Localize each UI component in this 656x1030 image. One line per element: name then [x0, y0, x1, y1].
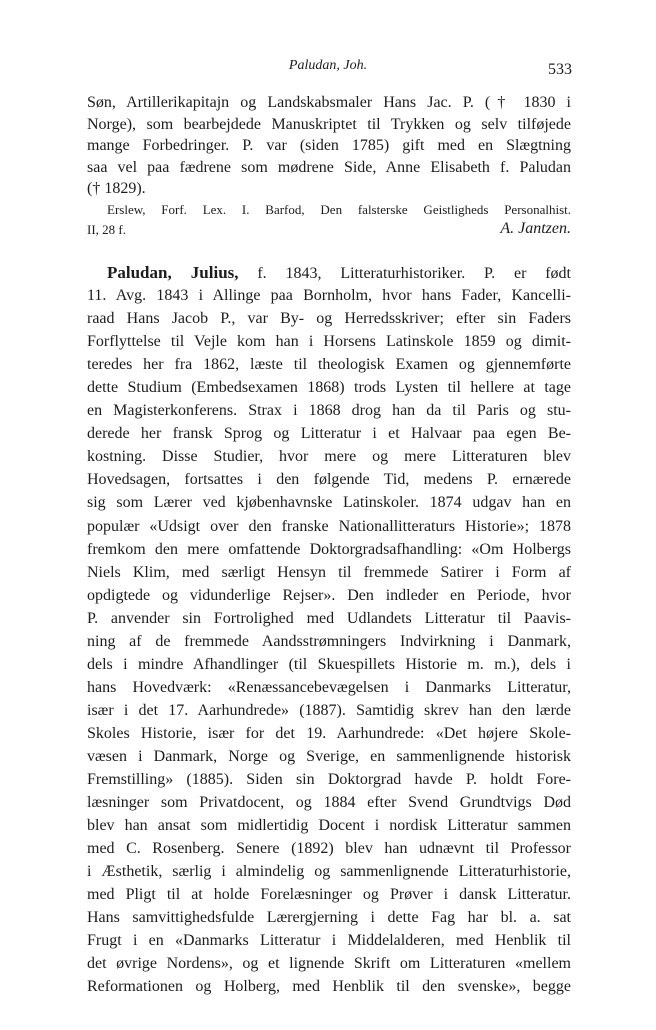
- text-line: P. anvender sin Fortrolighed med Udlandets Litteratur til Paavis-: [87, 609, 571, 627]
- text-line: Reformationen og Holberg, med Henblik til den svenske», begge: [87, 978, 571, 996]
- entry-first-line: [87, 261, 571, 284]
- text-line: teredes her fra 1862, læste til theologisk Examen og gjennemførte: [87, 356, 571, 374]
- text-line: med Pligt til at holde Forelæsninger og Prøver i dansk Litteratur.: [87, 886, 571, 904]
- text-line: dette Studium (Embedsexamen 1868) trods Lysten til hellere at tage: [87, 379, 571, 397]
- sources-note: [87, 200, 571, 240]
- page-number: 533: [548, 61, 572, 78]
- text-line: med C. Rosenberg. Senere (1892) blev han udnævnt til Professor: [87, 840, 571, 858]
- previous-entry-text: [87, 92, 571, 200]
- entry-first-line-text: f. 1843, Litteraturhistoriker. P. er født: [238, 265, 571, 282]
- text-line: Norge), som bearbejdede Manuskriptet til Trykken og selv tilføjede: [87, 115, 571, 133]
- text-line: Fremstilling» (1885). Siden sin Doktorgrad havde P. holdt Fore-: [87, 771, 571, 789]
- text-line: væsen i Danmark, Norge og Sverige, en sammenlignende historisk: [87, 747, 571, 765]
- text-line: saa vel paa fædrene som mødrene Side, Anne Elisabeth f. Paludan: [87, 158, 571, 176]
- entry-paludan-julius: [87, 261, 571, 999]
- text-line: Skoles Historie, især for det 19. Aarhundrede: «Det højere Skole-: [87, 724, 571, 742]
- text-line: Niels Klim, med særligt Hensyn til fremmede Satirer i Form af: [87, 563, 571, 581]
- text-line: († 1829).: [87, 180, 146, 197]
- text-line: hans Hovedværk: «Renæssancebevægelsen i Danmarks Litteratur,: [87, 678, 571, 696]
- text-line: Søn, Artillerikapitajn og Landskabsmaler Hans Jac. P. († 1830 i: [87, 94, 571, 111]
- text-line: Hans samvittighedsfulde Lærergjerning i dette Fag har bl. a. sat: [87, 909, 571, 927]
- text-line: det øvrige Nordens», og et lignende Skrift om Litteraturen «mellem: [87, 955, 571, 973]
- text-line: populær «Udsigt over den franske Nationallitteraturs Historie»; 1878: [87, 517, 571, 535]
- source-line: II, 28 f.: [87, 222, 126, 237]
- text-line: dels i mindre Afhandlinger (til Skuespillets Historie m. m.), dels i: [87, 655, 571, 673]
- text-line: kostning. Disse Studier, hvor mere og mere Litteraturen blev: [87, 448, 571, 466]
- text-line: Frugt i en «Danmarks Litteratur i Middelalderen, med Henblik til: [87, 932, 571, 950]
- source-line: Erslew, Forf. Lex. I. Barfod, Den falsterske Geistligheds Personalhist.: [107, 202, 571, 217]
- text-line: blev han ansat som midlertidig Docent i nordisk Litteratur sammen: [87, 817, 571, 835]
- text-line: især i det 17. Aarhundrede» (1887). Samtidig skrev han den lærde: [87, 701, 571, 719]
- text-line: læsninger som Privatdocent, og 1884 efter Svend Grundtvigs Død: [87, 794, 571, 812]
- author-signature: A. Jantzen.: [500, 220, 571, 237]
- text-line: Forflyttelse til Vejle kom han i Horsens Latinskole 1859 og dimit-: [87, 333, 571, 351]
- text-line: fremkom den mere omfattende Doktorgradsafhandling: «Om Holbergs: [87, 540, 571, 558]
- text-line: ning af de fremmede Aandsstrømningers Indvirkning i Danmark,: [87, 632, 571, 650]
- text-line: en Magisterkonferens. Strax i 1868 drog han da til Paris og stu-: [87, 402, 571, 420]
- text-line: i Æsthetik, særlig i almindelig og sammenlignende Litteraturhistorie,: [87, 863, 571, 881]
- text-line: derede her fransk Sprog og Litteratur i et Halvaar paa egen Be-: [87, 425, 571, 443]
- text-line: mange Forbedringer. P. var (siden 1785) gift med en Slægtning: [87, 137, 571, 154]
- text-line: opdigtede og vidunderlige Rejser». Den indleder en Periode, hvor: [87, 586, 571, 604]
- text-line: Hovedsagen, fortsattes i den følgende Tid, medens P. ernærede: [87, 471, 571, 489]
- text-line: sig som Lærer ved kjøbenhavnske Latinskoler. 1874 udgav han en: [87, 494, 571, 512]
- entry-body: [87, 284, 571, 998]
- text-line: raad Hans Jacob P., var By- og Herredsskriver; efter sin Faders: [87, 310, 571, 328]
- running-title: Paludan, Joh.: [288, 58, 368, 73]
- text-line: 11. Avg. 1843 i Allinge paa Bornholm, hvor hans Fader, Kancelli-: [87, 287, 571, 305]
- entry-headword: Paludan, Julius,: [107, 263, 239, 282]
